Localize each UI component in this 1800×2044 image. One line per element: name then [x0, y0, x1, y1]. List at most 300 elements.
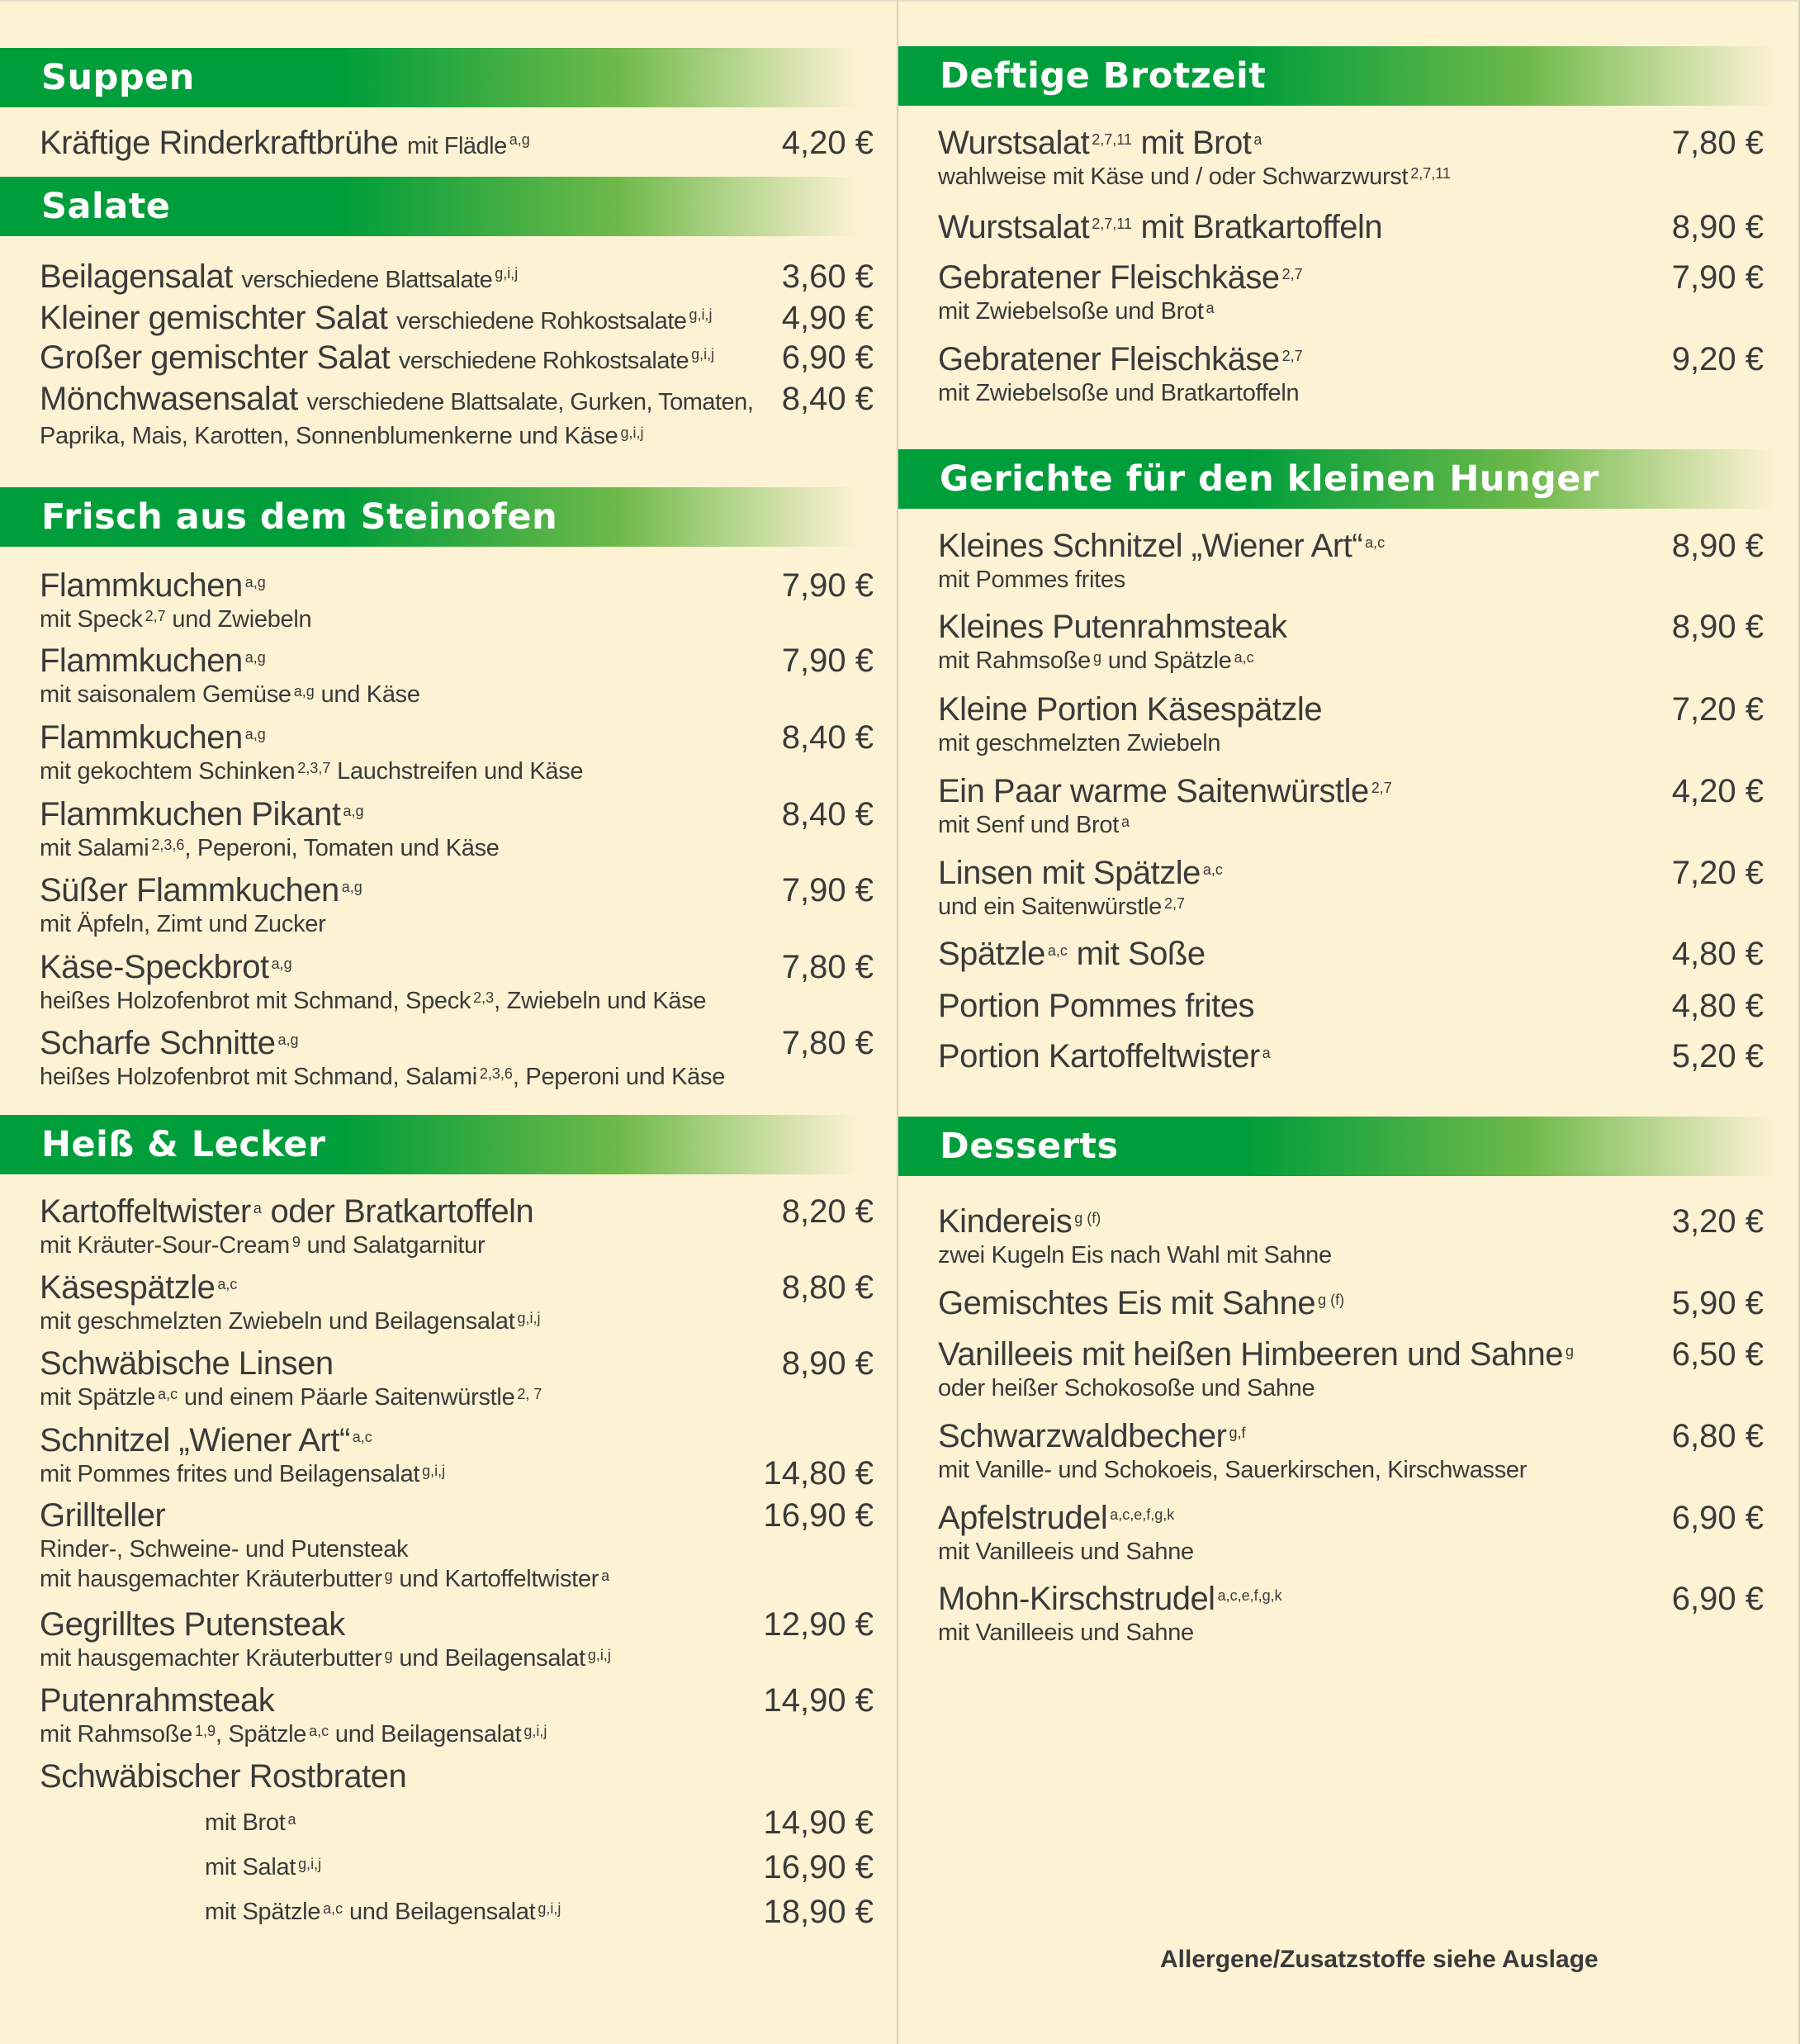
section-header-steinofen — [0, 487, 859, 547]
price: 8,40 € — [781, 796, 874, 832]
item-description — [938, 378, 1764, 408]
allergen-superscript: 2,7 — [1281, 266, 1303, 282]
allergen-superscript: a,g — [244, 649, 266, 666]
item-name — [40, 1024, 874, 1062]
allergen-superscript: a,c — [1202, 861, 1223, 878]
menu-text: Apfelstrudel — [938, 1500, 1108, 1536]
menu-item — [938, 1202, 1764, 1270]
item-description — [40, 1719, 874, 1749]
item-name — [40, 1193, 874, 1231]
item-name — [938, 690, 1764, 728]
menu-text: mit Brot — [1140, 125, 1252, 161]
item-description — [938, 1537, 1764, 1567]
item-description — [40, 1564, 874, 1594]
menu-item — [938, 772, 1764, 840]
allergen-superscript: a — [1262, 1045, 1271, 1061]
menu-item — [40, 1681, 874, 1749]
menu-text: heißes Holzofenbrot mit Schmand, Salami — [40, 1064, 477, 1090]
option-label — [205, 1804, 296, 1842]
menu-text: zwei Kugeln Eis nach Wahl mit Sahne — [938, 1242, 1332, 1269]
allergen-superscript: a,c,e,f,g,k — [1217, 1587, 1282, 1604]
item-name — [40, 258, 518, 295]
menu-text: verschiedene Blattsalate, Gurken, Tomaten, — [306, 389, 754, 415]
menu-text: mit gekochtem Schinken — [40, 758, 296, 785]
price: 9,20 € — [1671, 341, 1764, 377]
price: 7,20 € — [1671, 855, 1764, 891]
item-description — [40, 756, 874, 786]
item-description — [40, 1459, 874, 1489]
menu-text: und Salatgarnitur — [306, 1232, 486, 1259]
item-description — [938, 296, 1764, 326]
item-description — [938, 1373, 1764, 1403]
menu-text: mit Zwiebelsoße und Brot — [938, 298, 1204, 325]
menu-item — [938, 1580, 1764, 1648]
menu-item — [938, 1417, 1764, 1485]
menu-item — [938, 935, 1764, 973]
menu-text: heißes Holzofenbrot mit Schmand, Speck — [40, 988, 471, 1014]
item-name — [40, 642, 874, 680]
menu-text: mit Pommes frites — [938, 567, 1125, 593]
section-title: Desserts — [940, 1126, 1119, 1167]
price: 7,90 € — [781, 567, 874, 604]
item-description — [40, 680, 874, 709]
menu-item — [938, 1037, 1764, 1075]
menu-text: , Spätzle — [215, 1721, 307, 1748]
allergen-superscript: a,g — [244, 574, 266, 590]
item-name — [40, 871, 874, 909]
menu-text: Gemischtes Eis mit Sahne — [938, 1285, 1316, 1321]
allergen-superscript: 2,7,11 — [1092, 216, 1132, 232]
menu-text: Vanilleeis mit heißen Himbeeren und Sahne — [938, 1336, 1563, 1373]
allergen-superscript: a,g — [277, 1031, 299, 1048]
allergen-superscript: 2,7 — [144, 608, 166, 624]
item-description — [40, 605, 874, 634]
allergen-superscript: a,c — [217, 1276, 238, 1292]
item-description — [40, 1307, 874, 1336]
item-name — [938, 1499, 1764, 1537]
menu-item — [40, 1421, 874, 1492]
menu-text: mit saisonalem Gemüse — [40, 681, 291, 708]
price: 6,80 € — [1671, 1418, 1764, 1454]
item-name — [40, 1496, 874, 1534]
allergen-superscript: 2, 7 — [517, 1386, 542, 1402]
allergen-superscript: g,i,j — [691, 346, 715, 363]
allergen-superscript: 2,7,11 — [1092, 131, 1132, 148]
allergen-superscript: g,i,j — [517, 1310, 541, 1326]
menu-item — [40, 380, 874, 451]
item-description — [938, 646, 1764, 676]
menu-text: , Zwiebeln und Käse — [494, 988, 707, 1014]
menu-text: Gegrilltes Putensteak — [40, 1606, 345, 1643]
left-column — [0, 0, 897, 2044]
menu-text: Portion Kartoffeltwister — [938, 1038, 1260, 1074]
allergen-superscript: g — [1092, 649, 1101, 666]
item-description — [938, 892, 1764, 922]
menu-text: Ein Paar warme Saitenwürstle — [938, 773, 1369, 809]
section-header-desserts — [898, 1117, 1774, 1176]
item-name — [40, 339, 714, 376]
section-title: Gerichte für den kleinen Hunger — [940, 458, 1599, 500]
allergen-superscript: 2,7 — [1371, 780, 1392, 796]
item-name — [40, 1757, 874, 1795]
allergen-superscript: g — [1565, 1343, 1574, 1359]
menu-text: Kleine Portion Käsespätzle — [938, 691, 1323, 728]
item-description — [40, 833, 874, 863]
menu-text: Flammkuchen — [40, 643, 243, 679]
menu-text: Kindereis — [938, 1203, 1073, 1240]
item-description — [40, 986, 874, 1016]
menu-text: Käsespätzle — [40, 1269, 216, 1306]
menu-item — [40, 795, 874, 863]
menu-text: Kräftige Rinderkraftbrühe — [40, 125, 399, 161]
item-name — [938, 340, 1764, 378]
item-name — [40, 380, 874, 421]
allergen-superscript: a,g — [341, 879, 362, 895]
price: 4,90 € — [781, 300, 874, 336]
menu-text: mit Vanilleeis und Sahne — [938, 1620, 1194, 1646]
item-name — [40, 1681, 874, 1719]
item-description — [938, 728, 1764, 758]
menu-text: mit Salami — [40, 835, 149, 861]
menu-text: Flammkuchen Pikant — [40, 796, 341, 832]
menu-text: und Beilagensalat — [348, 1899, 536, 1925]
item-description — [938, 1240, 1764, 1270]
item-name — [40, 567, 874, 605]
menu-text: Kartoffeltwister — [40, 1193, 251, 1230]
menu-text: verschiedene Rohkostsalate — [398, 348, 689, 374]
allergen-superscript: g,i,j — [620, 424, 644, 441]
allergen-superscript: a,c,e,f,g,k — [1110, 1506, 1175, 1523]
menu-text: mit Brot — [205, 1809, 286, 1836]
menu-text: mit hausgemachter Kräuterbutter — [40, 1566, 382, 1592]
price: 4,20 € — [781, 125, 874, 161]
menu-text: mit Rahmsoße — [40, 1721, 192, 1748]
item-name — [938, 124, 1764, 162]
allergen-superscript: g,i,j — [523, 1723, 547, 1739]
menu-text: und Kartoffeltwister — [399, 1566, 599, 1592]
item-description — [205, 1848, 321, 1886]
menu-text: und Beilagensalat — [399, 1645, 585, 1672]
right-column — [898, 0, 1800, 2044]
item-name — [40, 300, 713, 336]
allergen-superscript: a,c — [352, 1429, 372, 1445]
section-header-heiss-lecker — [0, 1115, 859, 1174]
allergen-superscript: a,c — [323, 1900, 343, 1917]
price: 7,20 € — [1671, 691, 1764, 728]
item-description — [205, 1804, 296, 1842]
menu-text: verschiedene Rohkostsalate — [396, 308, 687, 334]
menu-text: mit Flädle — [407, 133, 507, 159]
item-name — [938, 1037, 1764, 1075]
menu-text: Grillteller — [40, 1497, 166, 1534]
price: 14,90 € — [763, 1682, 874, 1719]
item-name — [938, 935, 1764, 973]
price: 5,90 € — [1671, 1285, 1764, 1321]
price: 7,90 € — [781, 872, 874, 908]
menu-item — [40, 1757, 874, 1795]
item-name — [40, 948, 874, 986]
menu-text: und Beilagensalat — [334, 1721, 522, 1748]
section-title: Salate — [41, 186, 171, 227]
menu-text: Paprika, Mais, Karotten, Sonnenblumenkerne und Käse — [40, 423, 618, 449]
item-description — [938, 162, 1764, 192]
menu-text: Rinder-, Schweine- und Putensteak — [40, 1536, 409, 1563]
menu-item — [40, 871, 874, 939]
allergen-superscript: a — [1206, 300, 1215, 316]
allergen-superscript: 2,7,11 — [1410, 165, 1451, 182]
menu-text: oder heißer Schokosoße und Sahne — [938, 1375, 1315, 1401]
menu-text: und Käse — [320, 681, 420, 708]
menu-text: Scharfe Schnitte — [40, 1025, 276, 1061]
price: 8,20 € — [781, 1193, 874, 1230]
item-description — [938, 810, 1764, 840]
menu-text: Großer gemischter Salat — [40, 339, 391, 376]
menu-text: Flammkuchen — [40, 719, 243, 756]
section-title: Suppen — [41, 57, 195, 98]
price: 8,90 € — [781, 1345, 874, 1382]
allergen-superscript: 9 — [291, 1234, 301, 1250]
menu-text: mit Kräuter-Sour-Cream — [40, 1232, 290, 1259]
menu-item — [40, 642, 874, 709]
menu-item — [938, 340, 1764, 408]
allergen-superscript: g,i,j — [587, 1647, 611, 1663]
menu-text: Schwarzwaldbecher — [938, 1418, 1227, 1454]
menu-text: mit Senf und Brot — [938, 812, 1119, 838]
allergen-superscript: a,g — [271, 956, 292, 972]
allergen-superscript: g — [384, 1567, 393, 1584]
menu-text: mit Spätzle — [205, 1899, 321, 1925]
menu-item — [40, 299, 874, 340]
allergen-superscript: g — [384, 1647, 393, 1663]
price: 6,90 € — [781, 339, 874, 376]
item-description — [40, 1643, 874, 1673]
menu-item — [938, 608, 1764, 676]
menu-item — [40, 258, 874, 299]
item-name — [40, 1269, 874, 1307]
menu-text: mit geschmelzten Zwiebeln und Beilagensalat — [40, 1308, 515, 1335]
menu-text: und Zwiebeln — [172, 606, 312, 633]
price: 14,80 € — [763, 1455, 874, 1492]
menu-item — [938, 987, 1764, 1025]
menu-text: mit Bratkartoffeln — [1140, 209, 1383, 245]
item-name — [40, 1605, 874, 1643]
item-name — [938, 608, 1764, 646]
price: 7,90 € — [781, 643, 874, 679]
price: 7,90 € — [1671, 259, 1764, 296]
section-header-brotzeit — [898, 46, 1774, 106]
menu-text: Wurstsalat — [938, 209, 1090, 245]
item-description — [40, 421, 874, 451]
menu-text: Lauchstreifen und Käse — [337, 758, 584, 785]
item-description — [938, 565, 1764, 595]
menu-item — [40, 1605, 874, 1673]
price: 7,80 € — [1671, 125, 1764, 161]
menu-text: Gebratener Fleischkäse — [938, 341, 1280, 377]
price: 4,80 € — [1671, 936, 1764, 972]
menu-item — [938, 258, 1764, 326]
price: 16,90 € — [763, 1497, 874, 1534]
menu-text: mit geschmelzten Zwiebeln — [938, 730, 1221, 756]
allergen-superscript: a,c — [309, 1723, 329, 1739]
menu-text: Portion Pommes frites — [938, 988, 1254, 1024]
menu-text: mit hausgemachter Kräuterbutter — [40, 1645, 382, 1672]
section-header-salate — [0, 177, 859, 236]
option-label — [205, 1893, 561, 1931]
menu-text: Kleines Schnitzel „Wiener Art“ — [938, 528, 1363, 564]
menu-text: und ein Saitenwürstle — [938, 894, 1162, 920]
menu-text: Schwäbischer Rostbraten — [40, 1758, 407, 1795]
item-name — [40, 125, 530, 161]
allergen-superscript: 2,7 — [1164, 895, 1186, 912]
allergen-superscript: a,c — [1365, 534, 1386, 551]
allergen-superscript: a,g — [244, 726, 266, 742]
price: 7,80 € — [781, 949, 874, 985]
menu-text: mit Zwiebelsoße und Bratkartoffeln — [938, 380, 1300, 406]
item-name — [938, 772, 1764, 810]
section-title: Heiß & Lecker — [41, 1124, 326, 1165]
price: 8,80 € — [781, 1269, 874, 1306]
allergen-superscript: a,c — [1234, 649, 1254, 666]
allergen-superscript: g,i,j — [538, 1900, 561, 1917]
item-name — [40, 718, 874, 756]
price: 8,40 € — [781, 381, 874, 417]
menu-text: Kleines Putenrahmsteak — [938, 609, 1287, 645]
item-name — [938, 527, 1764, 565]
menu-item — [938, 1499, 1764, 1567]
menu-item — [938, 124, 1764, 192]
menu-item — [40, 948, 874, 1016]
section-header-kleiner-hunger — [898, 449, 1774, 509]
menu-text: Schnitzel „Wiener Art“ — [40, 1422, 350, 1458]
price: 8,90 € — [1671, 528, 1764, 564]
allergen-superscript: g,f — [1229, 1425, 1246, 1441]
item-description — [938, 1455, 1764, 1485]
menu-text: Putenrahmsteak — [40, 1682, 275, 1719]
allergen-superscript: 2,3,6 — [151, 837, 185, 853]
price: 3,20 € — [1671, 1203, 1764, 1240]
menu-text: mit Salat — [205, 1854, 296, 1880]
item-name — [938, 854, 1764, 892]
menu-text: Käse-Speckbrot — [40, 949, 269, 985]
item-description — [40, 1062, 874, 1092]
item-description — [40, 1534, 874, 1564]
allergen-superscript: a,g — [343, 803, 364, 819]
item-description — [40, 909, 874, 939]
menu-item — [938, 208, 1764, 246]
menu-text: , Peperoni, Tomaten und Käse — [184, 835, 500, 861]
menu-text: verschiedene Blattsalate — [241, 267, 493, 293]
allergen-superscript: 2,3,7 — [297, 760, 331, 776]
menu-text: Spätzle — [938, 936, 1045, 972]
item-name — [938, 1417, 1764, 1455]
menu-text: Wurstsalat — [938, 125, 1090, 161]
price: 6,90 € — [1671, 1581, 1764, 1617]
menu-text: , Peperoni und Käse — [512, 1064, 726, 1090]
menu-item — [40, 567, 874, 634]
menu-item — [40, 1344, 874, 1412]
menu-text: mit Soße — [1076, 936, 1206, 972]
price: 12,90 € — [763, 1606, 874, 1643]
menu-item — [938, 1284, 1764, 1322]
section-title: Frisch aus dem Steinofen — [41, 496, 558, 538]
price: 5,20 € — [1671, 1038, 1764, 1074]
allergen-superscript: a — [253, 1200, 262, 1216]
menu-text: mit Äpfeln, Zimt und Zucker — [40, 911, 326, 937]
allergen-superscript: a,c — [158, 1386, 178, 1402]
price: 18,90 € — [763, 1894, 874, 1930]
item-name — [938, 987, 1764, 1025]
menu-text: mit Pommes frites und Beilagensalat — [40, 1461, 420, 1487]
menu-item — [938, 690, 1764, 758]
menu-item — [40, 1496, 874, 1594]
price: 4,80 € — [1671, 988, 1764, 1024]
menu-text: mit Spätzle — [40, 1384, 156, 1411]
menu-item — [40, 1269, 874, 1336]
menu-item — [40, 718, 874, 786]
item-description — [938, 1618, 1764, 1648]
section-title: Deftige Brotzeit — [940, 55, 1267, 97]
allergen-superscript: a,g — [509, 131, 530, 148]
allergen-superscript: 2,7 — [1281, 348, 1303, 364]
menu-text: Mönchwasensalat — [40, 381, 298, 417]
menu-text: mit Vanilleeis und Sahne — [938, 1539, 1194, 1565]
item-name — [938, 1202, 1764, 1240]
item-name — [40, 795, 874, 833]
menu-item — [938, 1335, 1764, 1403]
allergen-superscript: g (f) — [1318, 1292, 1345, 1308]
allergen-superscript: a — [601, 1567, 610, 1584]
price: 8,90 € — [1671, 209, 1764, 245]
menu-text: Beilagensalat — [40, 258, 233, 295]
item-name — [40, 1421, 874, 1459]
section-header-suppen — [0, 48, 859, 107]
menu-item — [938, 527, 1764, 595]
item-name — [938, 1335, 1764, 1373]
allergen-superscript: a — [1253, 131, 1262, 148]
allergen-superscript: a — [1120, 813, 1130, 830]
allergen-superscript: g,i,j — [495, 265, 519, 282]
item-name — [40, 1344, 874, 1382]
price: 7,80 € — [781, 1025, 874, 1061]
menu-text: oder Bratkartoffeln — [270, 1193, 534, 1230]
menu-text: mit Rahmsoße — [938, 647, 1091, 674]
menu-item — [40, 124, 874, 165]
allergen-superscript: a,g — [293, 683, 315, 700]
item-description — [205, 1893, 561, 1931]
menu-text: und einem Päarle Saitenwürstle — [183, 1384, 515, 1411]
menu-text: wahlweise mit Käse und / oder Schwarzwurst — [938, 164, 1409, 190]
menu-text: Mohn-Kirschstrudel — [938, 1581, 1215, 1617]
menu-text: Kleiner gemischter Salat — [40, 300, 388, 336]
menu-text: Flammkuchen — [40, 567, 243, 604]
item-name — [938, 1580, 1764, 1618]
item-name — [938, 1284, 1764, 1322]
menu-text: und Spätzle — [1107, 647, 1232, 674]
menu-text: mit Vanille- und Schokoeis, Sauerkirschen, Kirschwasser — [938, 1457, 1528, 1483]
item-name — [938, 258, 1764, 296]
allergen-superscript: g,i,j — [689, 306, 713, 323]
allergen-superscript: g,i,j — [422, 1463, 446, 1479]
menu-item — [40, 1193, 874, 1260]
menu-item — [40, 1024, 874, 1092]
price: 3,60 € — [781, 258, 874, 295]
allergen-superscript: a — [287, 1811, 296, 1828]
item-description — [40, 1231, 874, 1260]
allergen-superscript: g,i,j — [298, 1856, 322, 1872]
item-name — [938, 208, 1764, 246]
price: 6,50 € — [1671, 1336, 1764, 1373]
allergen-superscript: 1,9 — [194, 1723, 216, 1739]
